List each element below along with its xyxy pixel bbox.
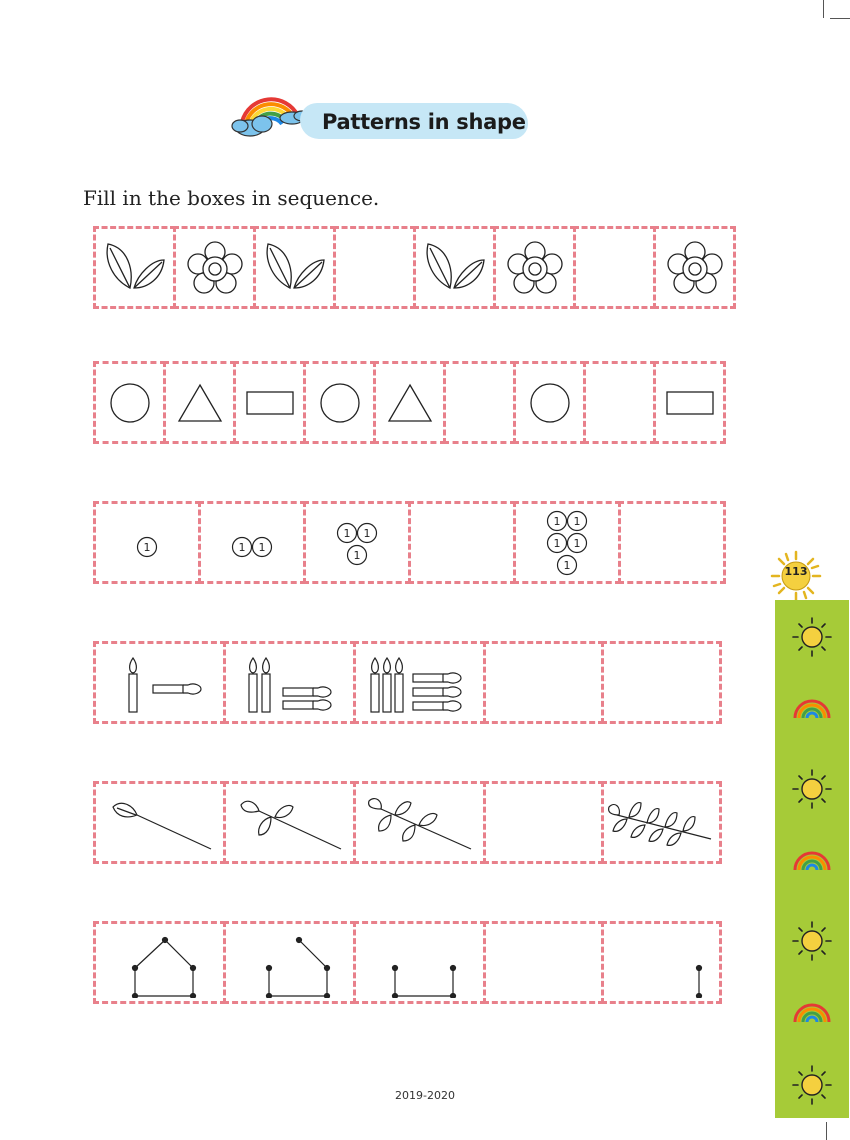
sun-icon — [791, 920, 833, 962]
circle-shape-icon — [108, 381, 152, 425]
house-shape-icon — [607, 928, 717, 998]
circle-shape-icon — [318, 381, 362, 425]
brush-icon — [413, 686, 461, 696]
pattern-box-leaves — [413, 226, 496, 309]
flower-icon — [504, 238, 566, 298]
pattern-box-circle — [303, 361, 376, 444]
pattern-box-1-line — [601, 921, 722, 1004]
counter-group — [537, 505, 597, 580]
pattern-box-1-candle-1-brush — [93, 641, 226, 724]
instruction-text: Fill in the boxes in sequence. — [83, 186, 380, 210]
leaves-icon — [262, 240, 328, 296]
leaves-icon — [102, 240, 168, 296]
pattern-box-5-lines — [93, 921, 226, 1004]
counter-label: 1 — [363, 527, 371, 540]
leaf-flower-row — [93, 226, 733, 309]
candle-icon — [129, 658, 137, 712]
candle-icon — [371, 658, 379, 712]
counter-label: 1 — [563, 559, 571, 572]
pattern-box-empty[interactable] — [583, 361, 656, 444]
pattern-box-flower — [493, 226, 576, 309]
crop-mark — [826, 1122, 827, 1140]
twig-icon — [105, 793, 215, 853]
rainbow-icon — [791, 998, 833, 1026]
brush-icon — [413, 700, 461, 710]
pattern-box-2-candles-2-brushes — [223, 641, 356, 724]
counter-label: 1 — [353, 549, 361, 562]
flower-icon — [664, 238, 726, 298]
page-title: Patterns in shape — [322, 110, 526, 134]
rectangle-shape-icon — [665, 388, 715, 418]
crop-mark — [830, 18, 850, 19]
pattern-box-empty[interactable] — [483, 921, 604, 1004]
counter-label: 1 — [238, 541, 246, 554]
counter-label: 1 — [573, 537, 581, 550]
rectangle-shape-icon — [245, 388, 295, 418]
counter-group — [327, 505, 387, 580]
counter-group — [222, 505, 282, 580]
pattern-box-4-lines — [223, 921, 356, 1004]
counter-label: 1 — [553, 537, 561, 550]
pattern-box-empty[interactable] — [573, 226, 656, 309]
pattern-box-3-leaf-twig — [223, 781, 356, 864]
pattern-box-triangle — [163, 361, 236, 444]
pattern-box-empty[interactable] — [618, 501, 726, 584]
candles-brushes-row — [93, 641, 719, 724]
rainbow-icon — [791, 694, 833, 722]
house-shape-icon — [105, 928, 215, 998]
footer-year: 2019-2020 — [395, 1089, 455, 1102]
pattern-box-2-counters — [198, 501, 306, 584]
leaves-icon — [422, 240, 488, 296]
pattern-box-5-counters — [513, 501, 621, 584]
twig-icon — [235, 793, 345, 853]
house-shape-icon — [235, 928, 345, 998]
page-number: 113 — [784, 565, 808, 578]
house-dots-row — [93, 921, 719, 1004]
sun-icon — [791, 616, 833, 658]
pattern-box-leaves — [93, 226, 176, 309]
twig-icon — [607, 793, 717, 853]
candle-brush-group — [105, 648, 215, 718]
brush-icon — [153, 683, 201, 693]
pattern-box-empty[interactable] — [408, 501, 516, 584]
pattern-box-empty[interactable] — [601, 641, 722, 724]
brush-icon — [413, 672, 461, 682]
pattern-box-1-leaf-twig — [93, 781, 226, 864]
pattern-box-leaves — [253, 226, 336, 309]
pattern-box-empty[interactable] — [333, 226, 416, 309]
pattern-box-3-lines — [353, 921, 486, 1004]
pattern-box-empty[interactable] — [483, 781, 604, 864]
pattern-box-rectangle — [653, 361, 726, 444]
flower-icon — [184, 238, 246, 298]
pattern-box-empty[interactable] — [483, 641, 604, 724]
pattern-box-9-leaf-twig — [601, 781, 722, 864]
counter-label: 1 — [258, 541, 266, 554]
house-shape-icon — [365, 928, 475, 998]
brush-icon — [283, 686, 331, 696]
page-number-badge — [768, 548, 824, 604]
pattern-box-triangle — [373, 361, 446, 444]
counter-group — [117, 505, 177, 580]
circle-shape-icon — [528, 381, 572, 425]
counter-label: 1 — [553, 515, 561, 528]
brush-icon — [283, 699, 331, 709]
pattern-box-flower — [173, 226, 256, 309]
pattern-box-5-leaf-twig — [353, 781, 486, 864]
pattern-box-circle — [93, 361, 166, 444]
candle-icon — [262, 658, 270, 712]
triangle-shape-icon — [385, 381, 435, 425]
side-strip — [775, 600, 849, 1118]
triangle-shape-icon — [175, 381, 225, 425]
counters-row — [93, 501, 723, 584]
pattern-box-3-candles-3-brushes — [353, 641, 486, 724]
candle-icon — [395, 658, 403, 712]
candle-icon — [249, 658, 257, 712]
pattern-box-3-counters — [303, 501, 411, 584]
shapes-row — [93, 361, 723, 444]
sun-icon — [791, 768, 833, 810]
pattern-box-circle — [513, 361, 586, 444]
pattern-box-rectangle — [233, 361, 306, 444]
pattern-box-flower — [653, 226, 736, 309]
rainbow-icon — [791, 846, 833, 874]
counter-label: 1 — [143, 541, 151, 554]
crop-mark — [823, 0, 824, 18]
twigs-row — [93, 781, 719, 864]
candle-icon — [383, 658, 391, 712]
pattern-box-empty[interactable] — [443, 361, 516, 444]
twig-icon — [365, 793, 475, 853]
candle-brush-group — [365, 648, 475, 718]
counter-label: 1 — [573, 515, 581, 528]
counter-label: 1 — [343, 527, 351, 540]
pattern-box-1-counter — [93, 501, 201, 584]
candle-brush-group — [235, 648, 345, 718]
title-banner — [228, 86, 533, 152]
